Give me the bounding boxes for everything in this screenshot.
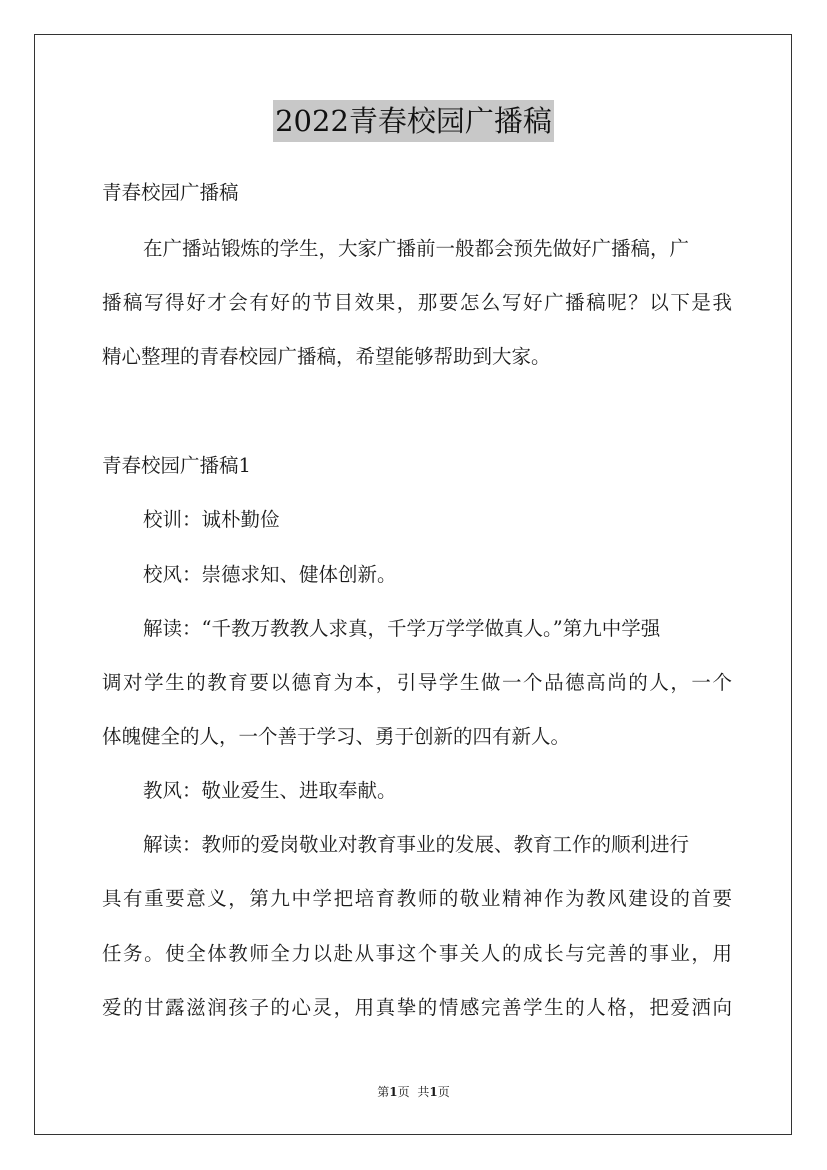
footer-total-prefix: 共 [417, 1085, 430, 1099]
paragraph-line: 精心整理的青春校园广播稿，希望能够帮助到大家。 [102, 345, 551, 368]
paragraph-line: 具有重要意义，第九中学把培育教师的敬业精神作为教风建设的首要 [102, 887, 732, 910]
paragraph-line: 任务。使全体教师全力以赴从事这个事关人的成长与完善的事业，用 [102, 942, 732, 965]
paragraph-line: 播稿写得好才会有好的节目效果，那要怎么写好广播稿呢？以下是我 [102, 291, 732, 314]
section-heading: 青春校园广播稿1 [102, 454, 251, 477]
intro-heading: 青春校园广播稿 [102, 181, 239, 204]
teaching-style: 教风：敬业爱生、进取奉献。 [143, 779, 397, 802]
footer-prefix: 第 [377, 1085, 390, 1099]
paragraph-line: 解读：教师的爱岗敬业对教育事业的发展、教育工作的顺利进行 [143, 833, 690, 856]
total-pages: 1 [429, 1085, 438, 1099]
document-title: 2022青春校园广播稿 [273, 100, 554, 142]
paragraph-line: 体魄健全的人，一个善于学习、勇于创新的四有新人。 [102, 725, 571, 748]
school-style: 校风：崇德求知、健体创新。 [143, 563, 397, 586]
paragraph-line: 爱的甘露滋润孩子的心灵，用真挚的情感完善学生的人格，把爱洒向 [102, 996, 732, 1019]
page-footer [0, 1083, 827, 1100]
school-motto: 校训：诚朴勤俭 [143, 508, 280, 531]
footer-total-suffix: 页 [437, 1085, 450, 1099]
page-number: 1 [389, 1085, 398, 1099]
paragraph-line: 调对学生的教育要以德育为本，引导学生做一个品德高尚的人，一个 [102, 671, 732, 694]
paragraph-line: 在广播站锻炼的学生，大家广播前一般都会预先做好广播稿，广 [143, 237, 690, 260]
footer-page-suffix: 页 [397, 1085, 410, 1099]
paragraph-line: 解读：“千教万教教人求真，千学万学学做真人。”第九中学强 [143, 617, 661, 640]
